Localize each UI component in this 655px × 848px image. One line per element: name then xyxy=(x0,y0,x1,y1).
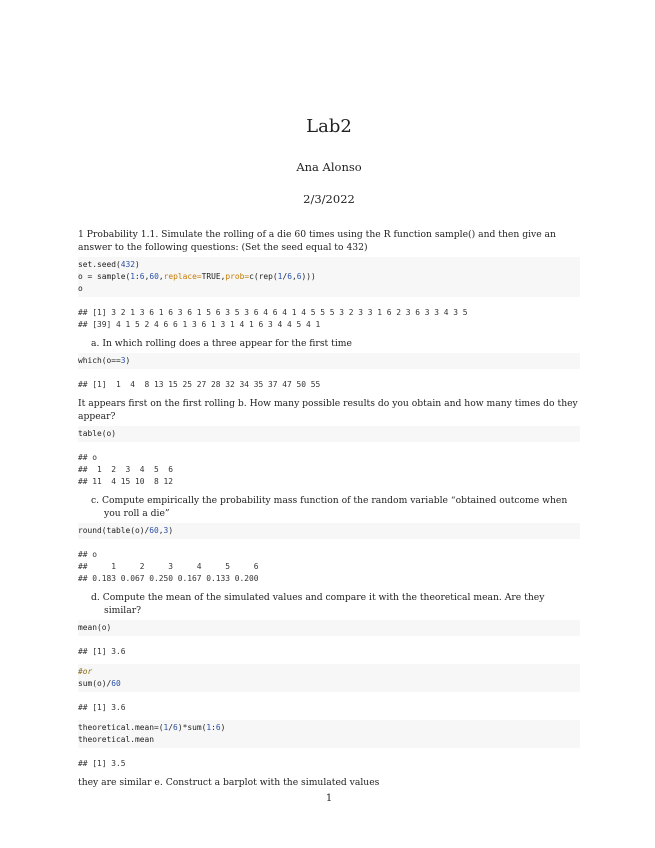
document-date: 2/3/2022 xyxy=(303,192,355,206)
question-c: c. Compute empirically the probability mass function of the random variable “obtained outcome when you roll a die” xyxy=(91,495,568,519)
output-block-round: ## o ## 1 2 3 4 5 6 ## 0.183 0.067 0.250 0.167 0.133 0.200 xyxy=(78,550,259,583)
code-block-which: which(o==3) xyxy=(78,353,580,369)
code-block-sum: #or sum(o)/60 xyxy=(78,664,580,692)
output-block-which: ## [1] 1 4 8 13 15 25 27 28 32 34 35 37 47 50 55 xyxy=(78,380,321,389)
code-block-theoretical: theoretical.mean=(1/6)*sum(1:6) theoretical.mean xyxy=(78,720,580,748)
document-body xyxy=(78,228,580,792)
page-number: 1 xyxy=(325,793,333,804)
question-a: a. In which rolling does a three appear for the first time xyxy=(91,338,352,349)
code-block-mean: mean(o) xyxy=(78,620,580,636)
code-block-sample: set.seed(432) o = sample(1:6,60,replace=TRUE,prob=c(rep(1/6,6))) o xyxy=(78,257,580,297)
output-block-mean: ## [1] 3.6 xyxy=(78,647,126,656)
paragraph-e: they are similar e. Construct a barplot with the simulated values xyxy=(78,777,380,788)
code-block-round: round(table(o)/60,3) xyxy=(78,523,580,539)
intro-paragraph: 1 Probability 1.1. Simulate the rolling of a die 60 times using the R function sample() and then give an answer to the following questions: (Set the seed equal to 432) xyxy=(78,229,556,253)
document-author: Ana Alonso xyxy=(296,160,362,174)
output-block-sample: ## [1] 3 2 1 3 6 1 6 3 6 1 5 6 3 5 3 6 4 6 4 1 4 5 5 5 3 2 3 3 1 6 2 3 6 3 3 4 3 5 ## [39] 4 1 5 2 4 6 6 1 3 6 1 3 1 4 1 6 3 4 4 5 4 1 xyxy=(78,308,468,329)
output-block-theoretical: ## [1] 3.5 xyxy=(78,759,126,768)
output-block-table: ## o ## 1 2 3 4 5 6 ## 11 4 15 10 8 12 xyxy=(78,453,174,486)
paragraph-b: It appears first on the first rolling b. How many possible results do you obtain and how many times do they appear? xyxy=(78,398,578,422)
question-d: d. Compute the mean of the simulated values and compare it with the theoretical mean. Are they similar? xyxy=(91,592,545,616)
code-block-table: table(o) xyxy=(78,426,580,442)
output-block-sum: ## [1] 3.6 xyxy=(78,703,126,712)
document-title: Lab2 xyxy=(306,116,352,137)
